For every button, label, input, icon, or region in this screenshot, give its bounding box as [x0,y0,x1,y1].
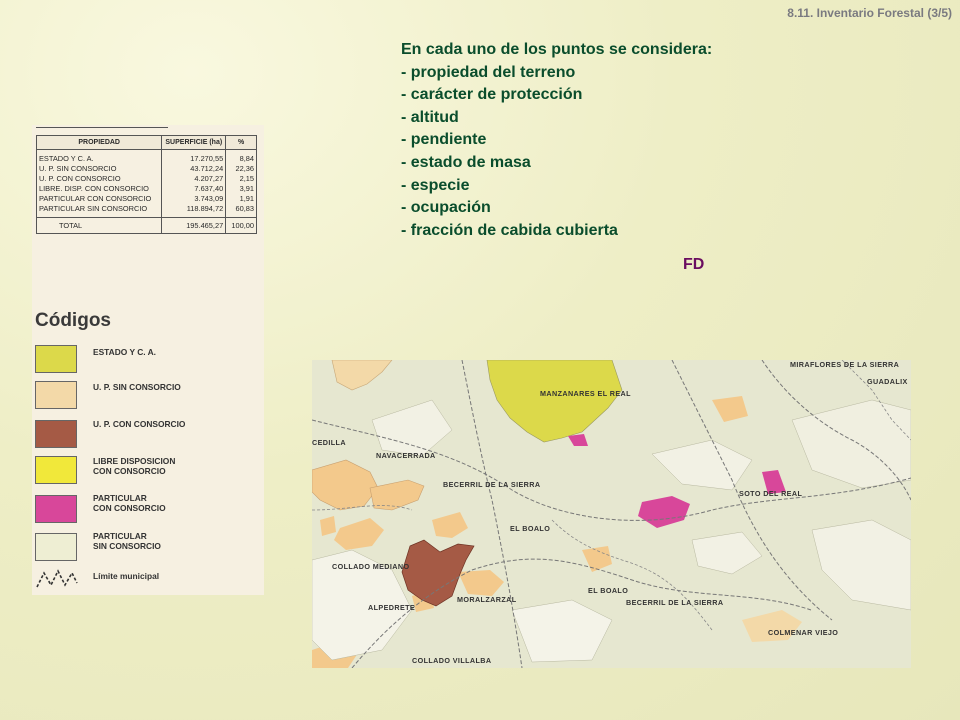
table-row [37,174,257,184]
slide-header: 8.11. Inventario Forestal (3/5) [787,6,952,20]
map-place-label: GUADALIX [867,377,908,386]
table-cell: 1,91 [226,194,257,204]
legend-label: PARTICULAR CON CONSORCIO [93,493,166,513]
table-total-row [37,218,257,234]
considerations-list [401,39,712,242]
list-item: - fracción de cabida cubierta [401,221,618,239]
table-cell: 118.894,72 [162,204,226,218]
legend-label: U. P. CON CONSORCIO [93,419,186,429]
table-row [37,164,257,174]
map-place-label: NAVACERRADA [376,451,436,460]
legend-title: Códigos [35,310,111,331]
table-row [37,150,257,164]
table-cell: 17.270,55 [162,150,226,164]
table-cell: 3.743,09 [162,194,226,204]
table-cell: 100,00 [226,218,257,234]
table-cell: 3,91 [226,184,257,194]
table-header: PROPIEDAD [37,136,162,150]
legend-swatch-up-sin-consorcio [35,381,77,409]
table-cell: 60,83 [226,204,257,218]
legend-label: PARTICULAR SIN CONSORCIO [93,531,161,551]
table-cell: PARTICULAR SIN CONSORCIO [37,204,162,218]
boundary-line-icon [35,565,79,593]
list-item: - altitud [401,108,459,126]
map-place-label: COLLADO MEDIANO [332,562,410,571]
legend-label-limite: Límite municipal [93,571,160,581]
legend-label: ESTADO Y C. A. [93,347,156,357]
table-cell: 2,15 [226,174,257,184]
legend-swatch-estado [35,345,77,373]
table-cell: 43.712,24 [162,164,226,174]
map-place-label: EL BOALO [588,586,629,595]
table-cell: LIBRE. DISP. CON CONSORCIO [37,184,162,194]
map-place-label: CEDILLA [312,438,346,447]
legend-label: LIBRE DISPOSICION CON CONSORCIO [93,456,176,476]
list-item: - ocupación [401,199,491,217]
table-cell: 4.207,27 [162,174,226,184]
property-table [36,135,257,234]
legend-label: U. P. SIN CONSORCIO [93,382,181,392]
map-place-label: EL BOALO [510,524,551,533]
legend-swatch-libre-disposicion [35,456,77,484]
list-item: - pendiente [401,131,487,149]
map-place-label: SOTO DEL REAL [739,489,803,498]
list-intro: En cada uno de los puntos se considera: [401,41,713,58]
table-header: % [226,136,257,150]
table-cell: 7.637,40 [162,184,226,194]
table-cell: 195.465,27 [162,218,226,234]
legend-swatch-particular-sin-consorcio [35,533,77,561]
property-map [312,360,911,668]
list-item: - carácter de protección [401,86,583,104]
table-cell: U. P. SIN CONSORCIO [37,164,162,174]
fd-label: FD [683,256,705,273]
legend-swatch-up-con-consorcio [35,420,77,448]
map-place-label: MIRAFLORES DE LA SIERRA [790,360,900,369]
table-cell: PARTICULAR CON CONSORCIO [37,194,162,204]
map-place-label: MANZANARES EL REAL [540,389,631,398]
table-header: SUPERFICIE (ha) [162,136,226,150]
map-place-label: ALPEDRETE [368,603,416,612]
map-place-label: BECERRIL DE LA SIERRA [626,598,724,607]
table-cell: 8,84 [226,150,257,164]
table-row [37,204,257,218]
list-item: - propiedad del terreno [401,63,576,81]
table-cell: ESTADO Y C. A. [37,150,162,164]
list-item: - estado de masa [401,153,531,171]
table-cell: U. P. CON CONSORCIO [37,174,162,184]
map-place-label: COLLADO VILLALBA [412,656,492,665]
map-drawing [312,360,911,668]
map-place-label: COLMENAR VIEJO [768,628,839,637]
table-row [37,184,257,194]
map-place-label: BECERRIL DE LA SIERRA [443,480,541,489]
table-row [37,194,257,204]
property-legend-scan [32,125,264,595]
divider [36,127,168,128]
legend-swatch-particular-con-consorcio [35,495,77,523]
table-cell: TOTAL [37,218,162,234]
map-place-label: MORALZARZAL [457,595,517,604]
list-item: - especie [401,176,470,194]
table-cell: 22,36 [226,164,257,174]
